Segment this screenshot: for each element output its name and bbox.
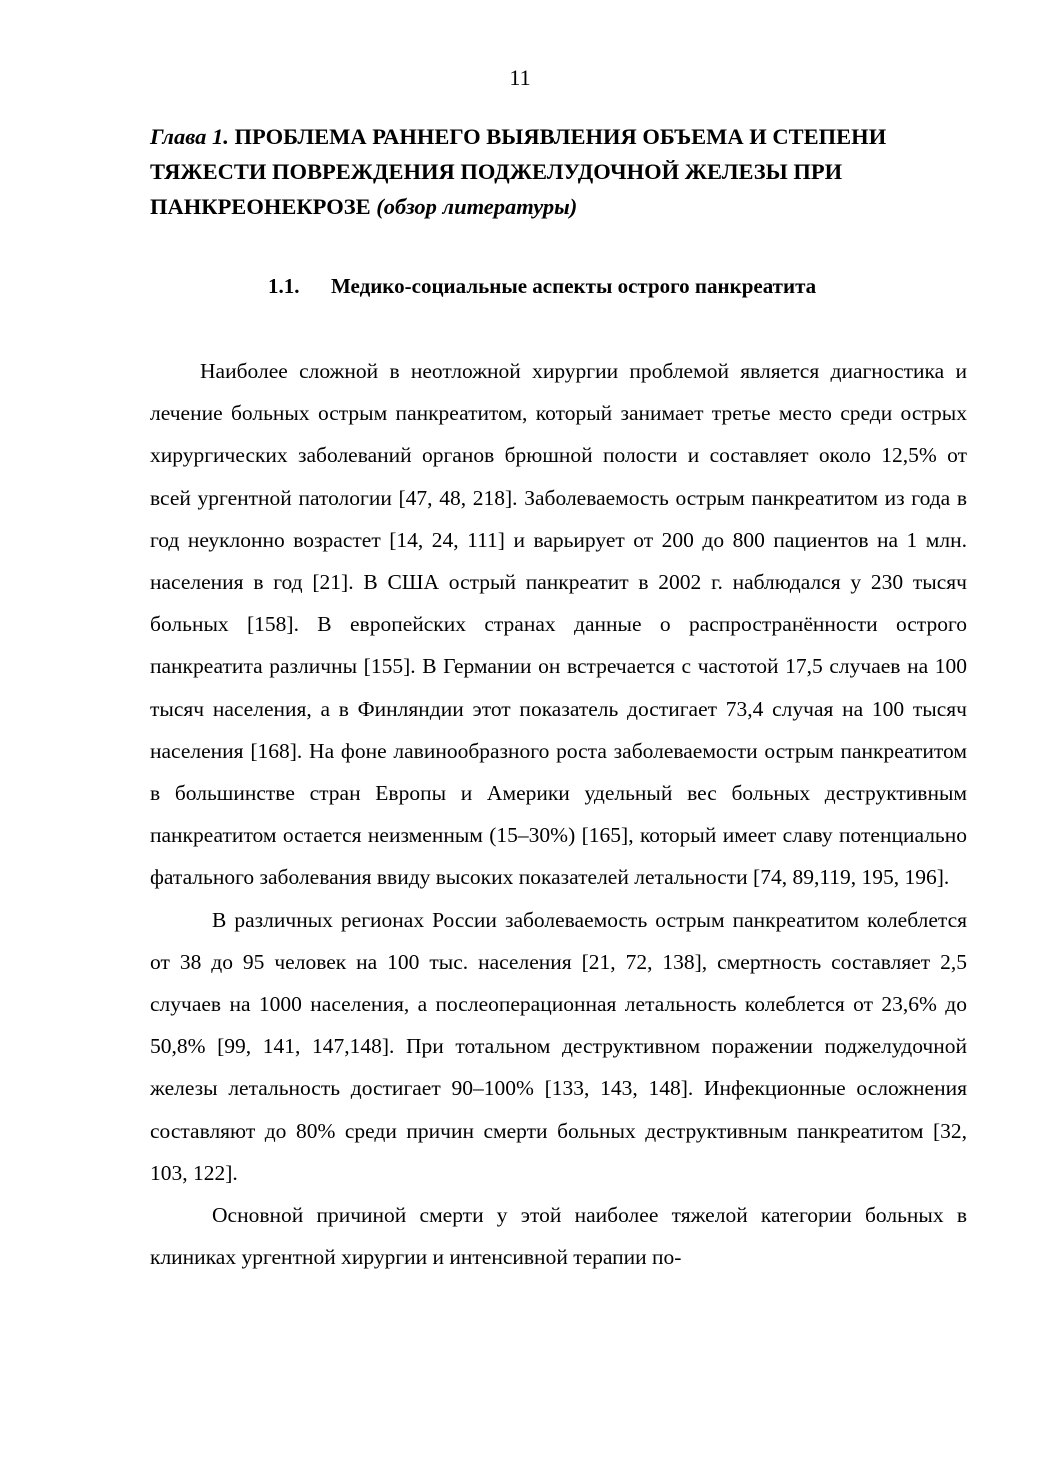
- chapter-suffix: (обзор литературы): [376, 194, 578, 219]
- body-text: [150, 350, 967, 1278]
- section-number: 1.1.: [268, 274, 300, 298]
- paragraph: Основной причиной смерти у этой наиболее тяжелой категории больных в клиниках ургентной хирургии и интенсивной терапии по-: [150, 1203, 967, 1270]
- chapter-title: ПРОБЛЕМА РАННЕГО ВЫЯВЛЕНИЯ ОБЪЕМА И СТЕПЕНИ ТЯЖЕСТИ ПОВРЕЖДЕНИЯ ПОДЖЕЛУДОЧНОЙ ЖЕЛЕЗЫ ПРИ ПАНКРЕОНЕКРОЗЕ: [150, 124, 887, 219]
- section-heading: [268, 271, 968, 301]
- paragraph: В различных регионах России заболеваемость острым панкреатитом колеблется от 38 до 95 человек на 100 тыс. населения [21, 72, 138], смертность составляет 2,5 случаев на 1000 населения, а послеоперационная летальность колеблется от 23,6% до 50,8% [99, 141, 147,148]. При тотальном деструктивном поражении поджелудочной железы летальность достигает 90–100% [133, 143, 148]. Инфекционные осложнения составляют до 80% среди причин смерти больных деструктивным панкреатитом [32, 103, 122].: [150, 907, 967, 1185]
- section-title: Медико-социальные аспекты острого панкреатита: [331, 274, 817, 298]
- chapter-prefix: Глава 1.: [150, 124, 229, 149]
- page-number: 11: [509, 65, 531, 90]
- paragraph: Наиболее сложной в неотложной хирургии проблемой является диагностика и лечение больных острым панкреатитом, который занимает третье место среди острых хирургических заболеваний органов брюшной полости и составляет около 12,5% от всей ургентной патологии [47, 48, 218]. Заболеваемость острым панкреатитом из года в год неуклонно возрастет [14, 24, 111] и варьирует от 200 до 800 пациентов на 1 млн. населения в год [21]. В США острый панкреатит в 2002 г. наблюдался у 230 тысяч больных [158]. В европейских странах данные о распространённости острого панкреатита различны [155]. В Германии он встречается с частотой 17,5 случаев на 100 тысяч населения, а в Финляндии этот показатель достигает 73,4 случая на 100 тысяч населения [168]. На фоне лавинообразного роста заболеваемости острым панкреатитом в большинстве стран Европы и Америки удельный вес больных деструктивным панкреатитом остается неизменным (15–30%) [165], который имеет славу потенциально фатального заболевания ввиду высоких показателей летальности [74, 89,119, 195, 196].: [150, 359, 967, 890]
- chapter-heading: [150, 119, 970, 224]
